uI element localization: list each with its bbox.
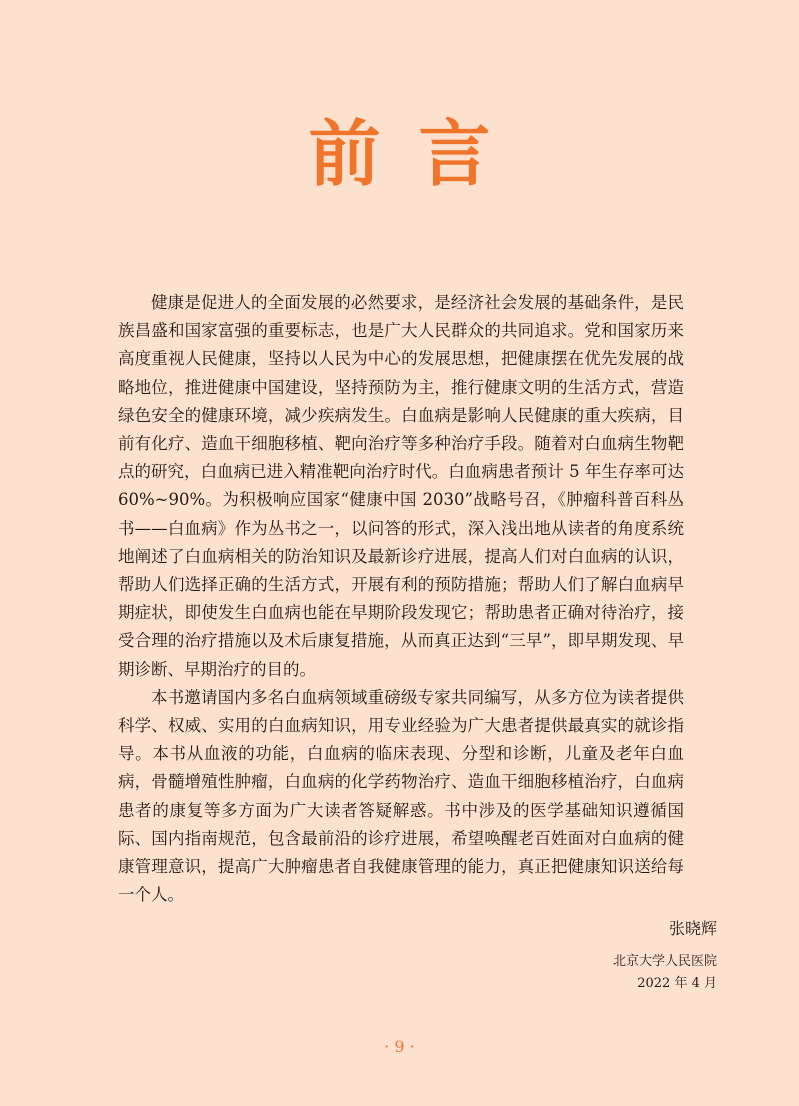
page-number: · 9 · [384, 1037, 415, 1056]
author-affiliation: 北京大学人民医院 [612, 954, 717, 969]
paragraph-1: 健康是促进人的全面发展的必然要求，是经济社会发展的基础条件，是民族昌盛和国家富强的重要标志，也是广大人民群众的共同追求。党和国家历来高度重视人民健康，坚持以人民为中心的发展思想，把健康摆在优先发展的战略地位，推进健康中国建设，坚持预防为主，推行健康文明的生活方式，营造绿色安全的健康环境，减少疾病发生。白血病是影响人民健康的重大疾病，目前有化疗、造血干细胞移植、靶向治疗等多种治疗手段。随着对白血病生物靶点的研究，白血病已进入精准靶向治疗时代。白血病患者预计 5 年生存率可达 60%~90%。为积极响应国家“健康中国 2030”战略号召，《肿瘤科普百科丛书——白血病》作为丛书之一，以问答的形式，深入浅出地从读者的角度系统地阐述了白血病相关的防治知识及最新诊疗进展，提高人们对白血病的认识，帮助人们选择正确的生活方式，开展有利的预防措施；帮助人们了解白血病早期症状，即使发生白血病也能在早期阶段发现它；帮助患者正确对待治疗，接受合理的治疗措施以及术后康复措施，从而真正达到“三早”，即早期发现、早期诊断、早期治疗的目的。 [118, 293, 684, 679]
paragraph-2: 本书邀请国内多名白血病领域重磅级专家共同编写，从多方位为读者提供科学、权威、实用的白血病知识，用专业经验为广大患者提供最真实的就诊指导。本书从血液的功能，白血病的临床表现、分型和诊断，儿童及老年白血病，骨髓增殖性肿瘤，白血病的化学药物治疗、造血干细胞移植治疗，白血病患者的康复等多方面为广大读者答疑解惑。书中涉及的医学基础知识遵循国际、国内指南规范，包含最前沿的诊疗进展，希望唤醒老百姓面对白血病的健康管理意识，提高广大肿瘤患者自我健康管理的能力，真正把健康知识送给每一个人。 [118, 687, 684, 905]
author-name: 张晓辉 [668, 919, 717, 938]
page-title: 前言 [308, 112, 529, 196]
signature-date: 2022 年 4 月 [637, 976, 717, 991]
preface-body [118, 289, 684, 909]
